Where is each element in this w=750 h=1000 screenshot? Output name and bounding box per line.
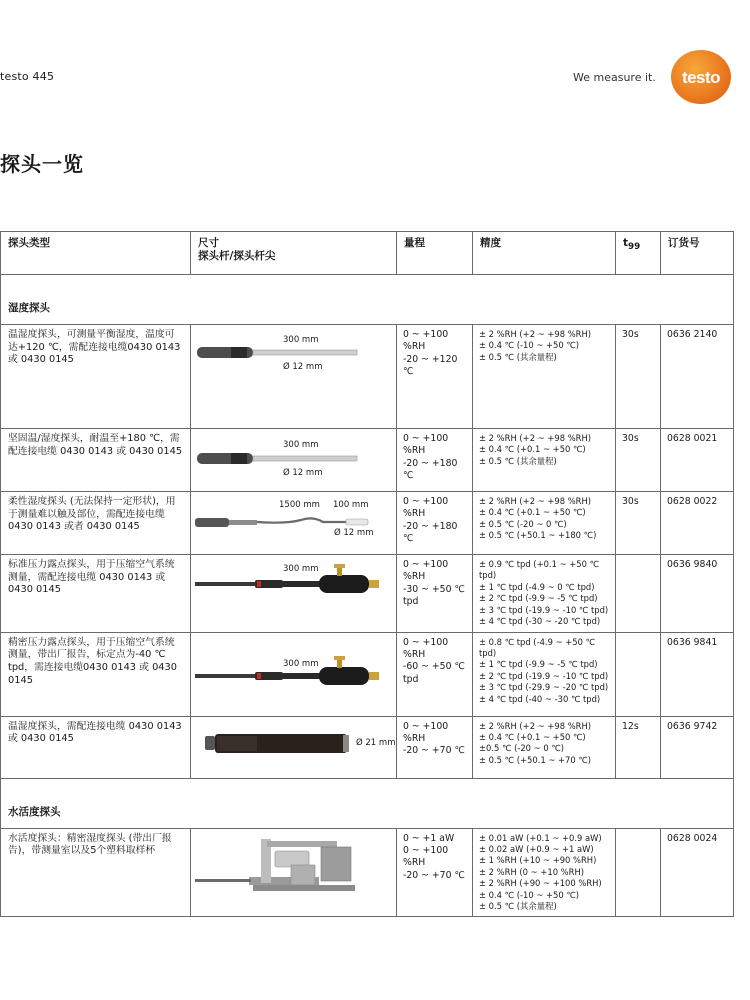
product-name: testo 445	[0, 70, 55, 83]
t99-value	[616, 828, 661, 917]
col-header-accuracy: 精度	[473, 232, 616, 275]
table-row	[1, 828, 734, 917]
probe-dimension-cell	[191, 429, 397, 492]
range-line: 0 ~ +100 %RH	[403, 329, 449, 353]
probe-tip	[346, 519, 368, 525]
dimension-length: 300 mm	[283, 335, 319, 345]
range-cell	[397, 555, 473, 633]
accuracy-cell	[473, 828, 616, 917]
accuracy-line: ± 0.01 aW (+0.1 ~ +0.9 aW)	[479, 832, 602, 843]
dimension-diameter: Ø 12 mm	[283, 468, 323, 478]
water-activity-probe-image	[191, 829, 397, 914]
probe-tip	[343, 735, 349, 752]
range-line: -20 ~ +70 ℃	[403, 745, 465, 757]
order-number: 0636 2140	[661, 325, 734, 429]
accuracy-line: ± 4 ℃ tpd (-40 ~ -30 ℃ tpd)	[479, 693, 601, 704]
probe-dimension-cell	[191, 492, 397, 555]
accuracy-line: ± 0.4 ℃ (+0.1 ~ +50 ℃)	[479, 507, 586, 518]
t99-value	[616, 555, 661, 633]
dimension-length: 300 mm	[283, 658, 319, 669]
dimension-diameter: Ø 12 mm	[334, 528, 374, 538]
table-row	[1, 492, 734, 555]
testo-logo	[671, 50, 731, 104]
probe-shaft	[253, 456, 357, 461]
dimension-tip-length: 100 mm	[333, 500, 369, 510]
accuracy-line: ± 2 %RH (+2 ~ +98 %RH)	[479, 329, 592, 339]
range-line: 0 ~ +100 %RH	[403, 433, 449, 457]
col-header-size-line1: 尺寸	[198, 237, 219, 249]
probe-handle	[319, 667, 369, 685]
probe-dimension-cell	[191, 632, 397, 716]
accuracy-cell	[473, 632, 616, 716]
accuracy-cell	[473, 429, 616, 492]
section-title-humidity: 湿度探头	[1, 275, 734, 325]
probe-description: 柔性湿度探头 (无法保持一定形状)，用于测量难以触及部位，需配连接电缆 0430 0143 或者 0430 0145	[1, 492, 191, 555]
col-header-size	[191, 232, 397, 275]
accuracy-line: ± 0.02 aW (+0.9 ~ +1 aW)	[479, 843, 594, 854]
accuracy-cell	[473, 716, 616, 778]
accuracy-line: ± 2 %RH (+2 ~ +98 %RH)	[479, 433, 592, 443]
logo-text: testo	[681, 68, 721, 87]
accuracy-cell	[473, 492, 616, 555]
table-row	[1, 325, 734, 429]
section-row-humidity	[1, 275, 734, 325]
range-line: -20 ~ +180 ℃	[403, 520, 458, 545]
brand-tagline: We measure it.	[573, 71, 656, 84]
accuracy-line: ± 0.5 ℃ (其余量程)	[479, 901, 557, 912]
table-header-row	[1, 232, 734, 275]
accuracy-line: ± 2 %RH (0 ~ +10 %RH)	[479, 866, 585, 877]
range-cell	[397, 716, 473, 778]
t99-label: t	[623, 237, 629, 249]
accuracy-line: ± 0.5 ℃ (其余量程)	[479, 455, 557, 466]
range-cell	[397, 632, 473, 716]
flexible-shaft	[257, 518, 346, 522]
accuracy-line: ± 0.5 ℃ (+50.1 ~ +180 ℃)	[479, 530, 597, 541]
brass-connector	[369, 672, 379, 680]
probe-shaft	[253, 350, 357, 355]
probe-description: 精密压力露点探头，用于压缩空气系统测量，带出厂报告，标定点为-40 ℃ tpd，需连接电缆0430 0143 或 0430 0145	[1, 632, 191, 716]
valve-fitting	[337, 567, 342, 576]
range-line: -20 ~ +120 ℃	[403, 353, 458, 378]
range-cell	[397, 325, 473, 429]
probe-dimension-cell	[191, 325, 397, 429]
order-number: 0636 9742	[661, 716, 734, 778]
accuracy-cell	[473, 555, 616, 633]
dimension-length: 1500 mm	[279, 500, 320, 510]
range-line: 0 ~ +100 %RH	[403, 636, 449, 660]
col-header-t99	[616, 232, 661, 275]
probe-connector	[205, 736, 215, 750]
probe-image	[191, 633, 397, 717]
accuracy-line: ± 0.4 ℃ (-10 ~ +50 ℃)	[479, 889, 580, 900]
range-line: 0 ~ +100 %RH	[403, 496, 449, 520]
probe-dimension-cell	[191, 828, 397, 917]
range-line: -20 ~ +180 ℃	[403, 457, 458, 482]
range-line: 0 ~ +100 %RH	[403, 720, 449, 744]
section-title-water-activity: 水活度探头	[1, 778, 734, 828]
table-row	[1, 429, 734, 492]
range-line: 0 ~ +100 %RH	[403, 844, 449, 869]
t99-value: 30s	[616, 492, 661, 555]
brass-connector	[369, 580, 379, 588]
accuracy-cell	[473, 325, 616, 429]
t99-value: 12s	[616, 716, 661, 778]
order-number: 0628 0022	[661, 492, 734, 555]
range-line: -20 ~ +70 ℃	[403, 869, 465, 881]
accuracy-line: ± 0.8 ℃ tpd (-4.9 ~ +50 ℃ tpd)	[479, 636, 595, 658]
order-number: 0636 9840	[661, 555, 734, 633]
accuracy-line: ± 0.5 ℃ (其余量程)	[479, 351, 557, 362]
order-number: 0628 0024	[661, 828, 734, 917]
probe-description: 坚固温/湿度探头，耐温至+180 ℃，需配连接电缆 0430 0143 或 0430 0145	[1, 429, 191, 492]
range-cell	[397, 828, 473, 917]
dimension-length: 300 mm	[283, 440, 319, 450]
probe-handle	[319, 575, 369, 593]
col-header-type: 探头类型	[1, 232, 191, 275]
accuracy-line: ±0.5 ℃ (-20 ~ 0 ℃)	[479, 743, 565, 754]
probe-description: 水活度探头：精密湿度探头 (带出厂报告)，带测量室以及5个塑料取样杯	[1, 828, 191, 917]
range-cell	[397, 492, 473, 555]
probe-table	[0, 231, 734, 917]
page-title: 探头一览	[0, 152, 84, 176]
probe-image	[191, 717, 397, 779]
dimension-length: 300 mm	[283, 564, 319, 574]
range-line: -30 ~ +50 ℃ tpd	[403, 583, 465, 608]
probe-description: 温湿度探头，可测量平衡湿度，温度可达+120 ℃，需配连接电缆0430 0143 或 0430 0145	[1, 325, 191, 429]
probe-image	[191, 429, 397, 492]
accuracy-line: ± 3 ℃ tpd (-19.9 ~ -10 ℃ tpd)	[479, 604, 609, 615]
table-row	[1, 555, 734, 633]
accuracy-line: ± 4 ℃ tpd (-30 ~ -20 ℃ tpd)	[479, 616, 601, 627]
t99-value: 30s	[616, 429, 661, 492]
order-number: 0628 0021	[661, 429, 734, 492]
dimension-diameter: Ø 21 mm	[356, 737, 396, 748]
col-header-size-line2: 探头杆/探头杆尖	[198, 250, 276, 263]
accuracy-line: ± 0.4 ℃ (-10 ~ +50 ℃)	[479, 340, 580, 351]
accuracy-line: ± 1 ℃ tpd (-4.9 ~ 0 ℃ tpd)	[479, 581, 595, 592]
stand-base	[253, 885, 355, 891]
accuracy-line: ± 2 ℃ tpd (-9.9 ~ -5 ℃ tpd)	[479, 593, 598, 604]
probe-dimension-cell	[191, 716, 397, 778]
table-row	[1, 716, 734, 778]
probe-shaft	[195, 674, 255, 678]
range-line: 0 ~ +1 aW	[403, 832, 455, 844]
accuracy-line: ± 2 ℃ tpd (-19.9 ~ -10 ℃ tpd)	[479, 670, 609, 681]
accuracy-line: ± 0.5 ℃ (-20 ~ 0 ℃)	[479, 518, 567, 529]
range-line: 0 ~ +100 %RH	[403, 559, 449, 583]
accuracy-line: ± 0.5 ℃ (+50.1 ~ +70 ℃)	[479, 754, 592, 765]
dimension-diameter: Ø 12 mm	[283, 362, 323, 372]
t99-subscript: 99	[628, 242, 641, 253]
measuring-chamber	[275, 851, 309, 867]
accuracy-line: ± 2 %RH (+2 ~ +98 %RH)	[479, 496, 592, 506]
valve-fitting	[337, 659, 342, 668]
col-header-order: 订货号	[661, 232, 734, 275]
table-row	[1, 632, 734, 716]
t99-value: 30s	[616, 325, 661, 429]
probe-description: 标准压力露点探头，用于压缩空气系统测量，需配连接电缆 0430 0143 或 0430 0145	[1, 555, 191, 633]
t99-value	[616, 632, 661, 716]
probe-handle	[195, 518, 229, 527]
accuracy-line: ± 1 %RH (+10 ~ +90 %RH)	[479, 855, 597, 866]
accuracy-line: ± 0.4 ℃ (+0.1 ~ +50 ℃)	[479, 731, 586, 742]
probe-dimension-cell	[191, 555, 397, 633]
range-cell	[397, 429, 473, 492]
col-header-range: 量程	[397, 232, 473, 275]
range-line: -60 ~ +50 ℃ tpd	[403, 661, 465, 685]
probe-shaft	[195, 582, 255, 586]
accuracy-line: ± 0.4 ℃ (+0.1 ~ +50 ℃)	[479, 444, 586, 455]
accuracy-line: ± 0.9 ℃ tpd (+0.1 ~ +50 ℃ tpd)	[479, 559, 599, 581]
accuracy-line: ± 1 ℃ tpd (-9.9 ~ -5 ℃ tpd)	[479, 659, 598, 670]
accuracy-line: ± 2 %RH (+2 ~ +98 %RH)	[479, 720, 592, 731]
order-number: 0636 9841	[661, 632, 734, 716]
probe-description: 温湿度探头，需配连接电缆 0430 0143 或 0430 0145	[1, 716, 191, 778]
accuracy-line: ± 2 %RH (+90 ~ +100 %RH)	[479, 878, 602, 889]
section-row-water-activity	[1, 778, 734, 828]
accuracy-line: ± 3 ℃ tpd (-29.9 ~ -20 ℃ tpd)	[479, 682, 609, 693]
